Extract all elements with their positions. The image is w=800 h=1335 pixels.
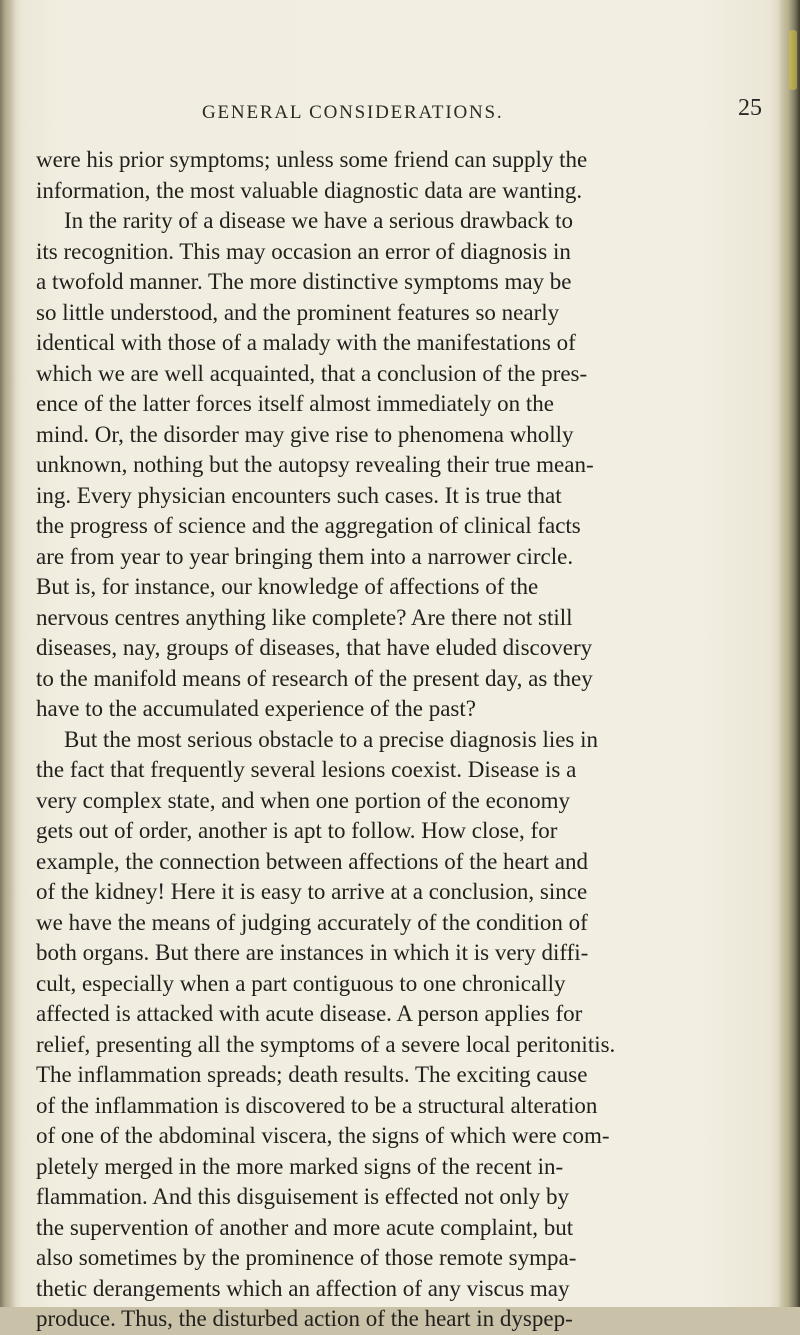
text-line: nervous centres anything like complete? Are there not still <box>36 604 573 630</box>
text-line: But is, for instance, our knowledge of affections of the <box>36 574 539 599</box>
text-line: ing. Every physician encounters such cases. It is true that <box>36 482 562 508</box>
text-line: ence of the latter forces itself almost immediately on the <box>36 391 554 416</box>
text-line: we have the means of judging accurately of the condition of <box>36 909 588 935</box>
text-line: the fact that frequently several lesions coexist. Disease is a <box>36 757 577 782</box>
text-line: which we are well acquainted, that a conclusion of the pres- <box>36 360 588 386</box>
text-line: identical with those of a malady with the manifestations of <box>36 330 576 355</box>
page-number: 25 <box>738 95 762 121</box>
page-edge-stain <box>789 30 797 90</box>
running-head <box>36 94 764 124</box>
page-gutter-shadow <box>0 0 16 1307</box>
body-text <box>36 145 764 1335</box>
text-line: a twofold manner. The more distinctive symptoms may be <box>36 269 572 294</box>
text-line: cult, especially when a part contiguous to one chronically <box>36 970 566 996</box>
text-line: so little understood, and the prominent features so nearly <box>36 299 560 325</box>
text-line: diseases, nay, groups of diseases, that have eluded discovery <box>36 635 593 660</box>
text-line: its recognition. This may occasion an error of diagnosis in <box>36 238 571 264</box>
text-line: have to the accumulated experience of the past? <box>36 696 476 721</box>
text-line: But the most serious obstacle to a precise diagnosis lies in <box>64 726 599 752</box>
text-line: flammation. And this disguisement is effected not only by <box>36 1184 569 1209</box>
text-line: both organs. But there are instances in which it is very diffi- <box>36 940 589 965</box>
text-line: In the rarity of a disease we have a serious drawback to <box>64 208 573 233</box>
text-line: produce. Thus, the disturbed action of the heart in dyspep- <box>36 1306 573 1331</box>
text-line: of the kidney! Here it is easy to arrive at a conclusion, since <box>36 879 588 904</box>
text-line: the progress of science and the aggregation of clinical facts <box>36 513 581 538</box>
text-line: very complex state, and when one portion of the economy <box>36 787 570 813</box>
text-line: are from year to year bringing them into a narrower circle. <box>36 543 574 569</box>
text-line: pletely merged in the more marked signs of the recent in- <box>36 1153 564 1179</box>
text-line: to the manifold means of research of the present day, as they <box>36 665 593 691</box>
text-line: example, the connection between affections of the heart and <box>36 848 588 874</box>
text-line: unknown, nothing but the autopsy revealing their true mean- <box>36 452 594 477</box>
text-line: affected is attacked with acute disease. A person applies for <box>36 1001 583 1026</box>
book-page <box>36 94 764 1335</box>
page-edge-shadow <box>778 0 800 1307</box>
text-line: The inflammation spreads; death results. The exciting cause <box>36 1062 588 1087</box>
text-line: gets out of order, another is apt to follow. How close, for <box>36 818 558 843</box>
running-head-title: GENERAL CONSIDERATIONS. <box>202 102 504 123</box>
text-line: mind. Or, the disorder may give rise to phenomena wholly <box>36 421 574 447</box>
text-line: were his prior symptoms; unless some friend can supply the <box>36 147 588 172</box>
text-line: thetic derangements which an affection of any viscus may <box>36 1275 570 1301</box>
text-line: relief, presenting all the symptoms of a severe local peritonitis. <box>36 1031 616 1057</box>
text-line: of one of the abdominal viscera, the signs of which were com- <box>36 1123 610 1148</box>
text-line: information, the most valuable diagnostic data are wanting. <box>36 177 583 203</box>
text-line: the supervention of another and more acute complaint, but <box>36 1214 574 1240</box>
text-line: of the inflammation is discovered to be a structural alteration <box>36 1092 598 1118</box>
text-line: also sometimes by the prominence of those remote sympa- <box>36 1245 577 1270</box>
